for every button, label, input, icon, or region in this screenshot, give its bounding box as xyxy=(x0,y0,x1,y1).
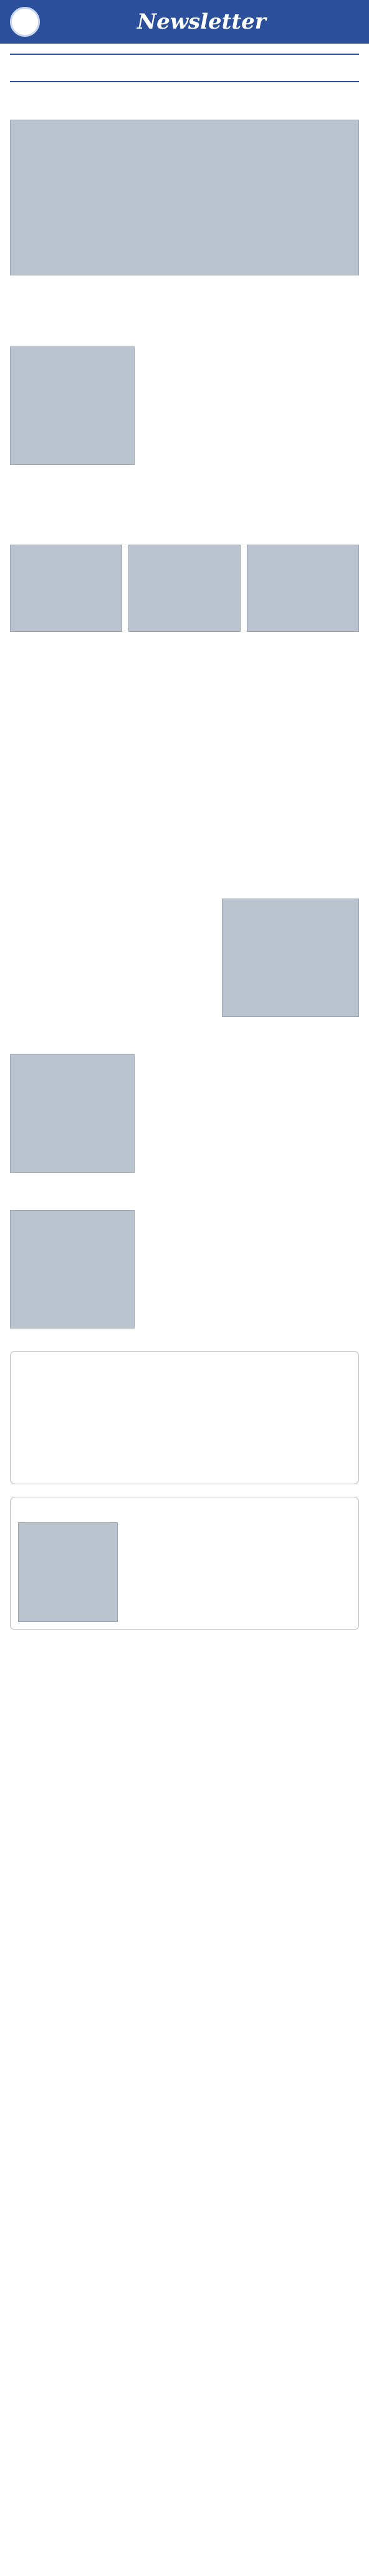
masthead xyxy=(0,0,369,44)
section-text xyxy=(10,899,216,1027)
org-logo xyxy=(10,7,40,37)
section-text xyxy=(141,346,359,475)
section-heading xyxy=(10,653,359,664)
section-text xyxy=(10,669,359,756)
notice-title xyxy=(18,1505,351,1517)
section-text xyxy=(10,282,359,319)
section-heading xyxy=(10,330,359,341)
photo-caption xyxy=(10,634,359,642)
hero-photo xyxy=(10,120,359,275)
speaker-photo xyxy=(10,1054,135,1173)
notice-box xyxy=(10,1497,359,1630)
speaker-photo xyxy=(10,346,135,465)
speaker-photo xyxy=(10,545,122,632)
section-heading xyxy=(10,486,359,497)
notice-text xyxy=(18,1376,351,1476)
section-text xyxy=(141,1054,359,1183)
photo-caption xyxy=(10,1331,135,1338)
notice-title xyxy=(18,1359,351,1371)
speaker-photo xyxy=(128,545,241,632)
newsletter-title: Newsletter xyxy=(137,9,266,34)
speaker-photo xyxy=(10,1210,135,1329)
speaker-photo xyxy=(222,899,359,1017)
section-text xyxy=(10,784,359,871)
photo-caption xyxy=(10,1175,135,1183)
person-photo xyxy=(18,1522,118,1622)
section-heading xyxy=(10,1038,359,1049)
section-text xyxy=(10,502,359,540)
headline-banner xyxy=(10,54,359,82)
notice-text xyxy=(124,1522,351,1622)
lead-paragraph xyxy=(10,87,359,115)
section-heading xyxy=(10,1194,359,1205)
section-heading xyxy=(10,768,359,779)
photo-caption xyxy=(222,1019,359,1027)
section-text xyxy=(141,1210,359,1338)
section-heading xyxy=(10,882,359,894)
notice-box xyxy=(10,1351,359,1484)
photo-caption xyxy=(10,467,135,475)
speaker-photo xyxy=(247,545,359,632)
